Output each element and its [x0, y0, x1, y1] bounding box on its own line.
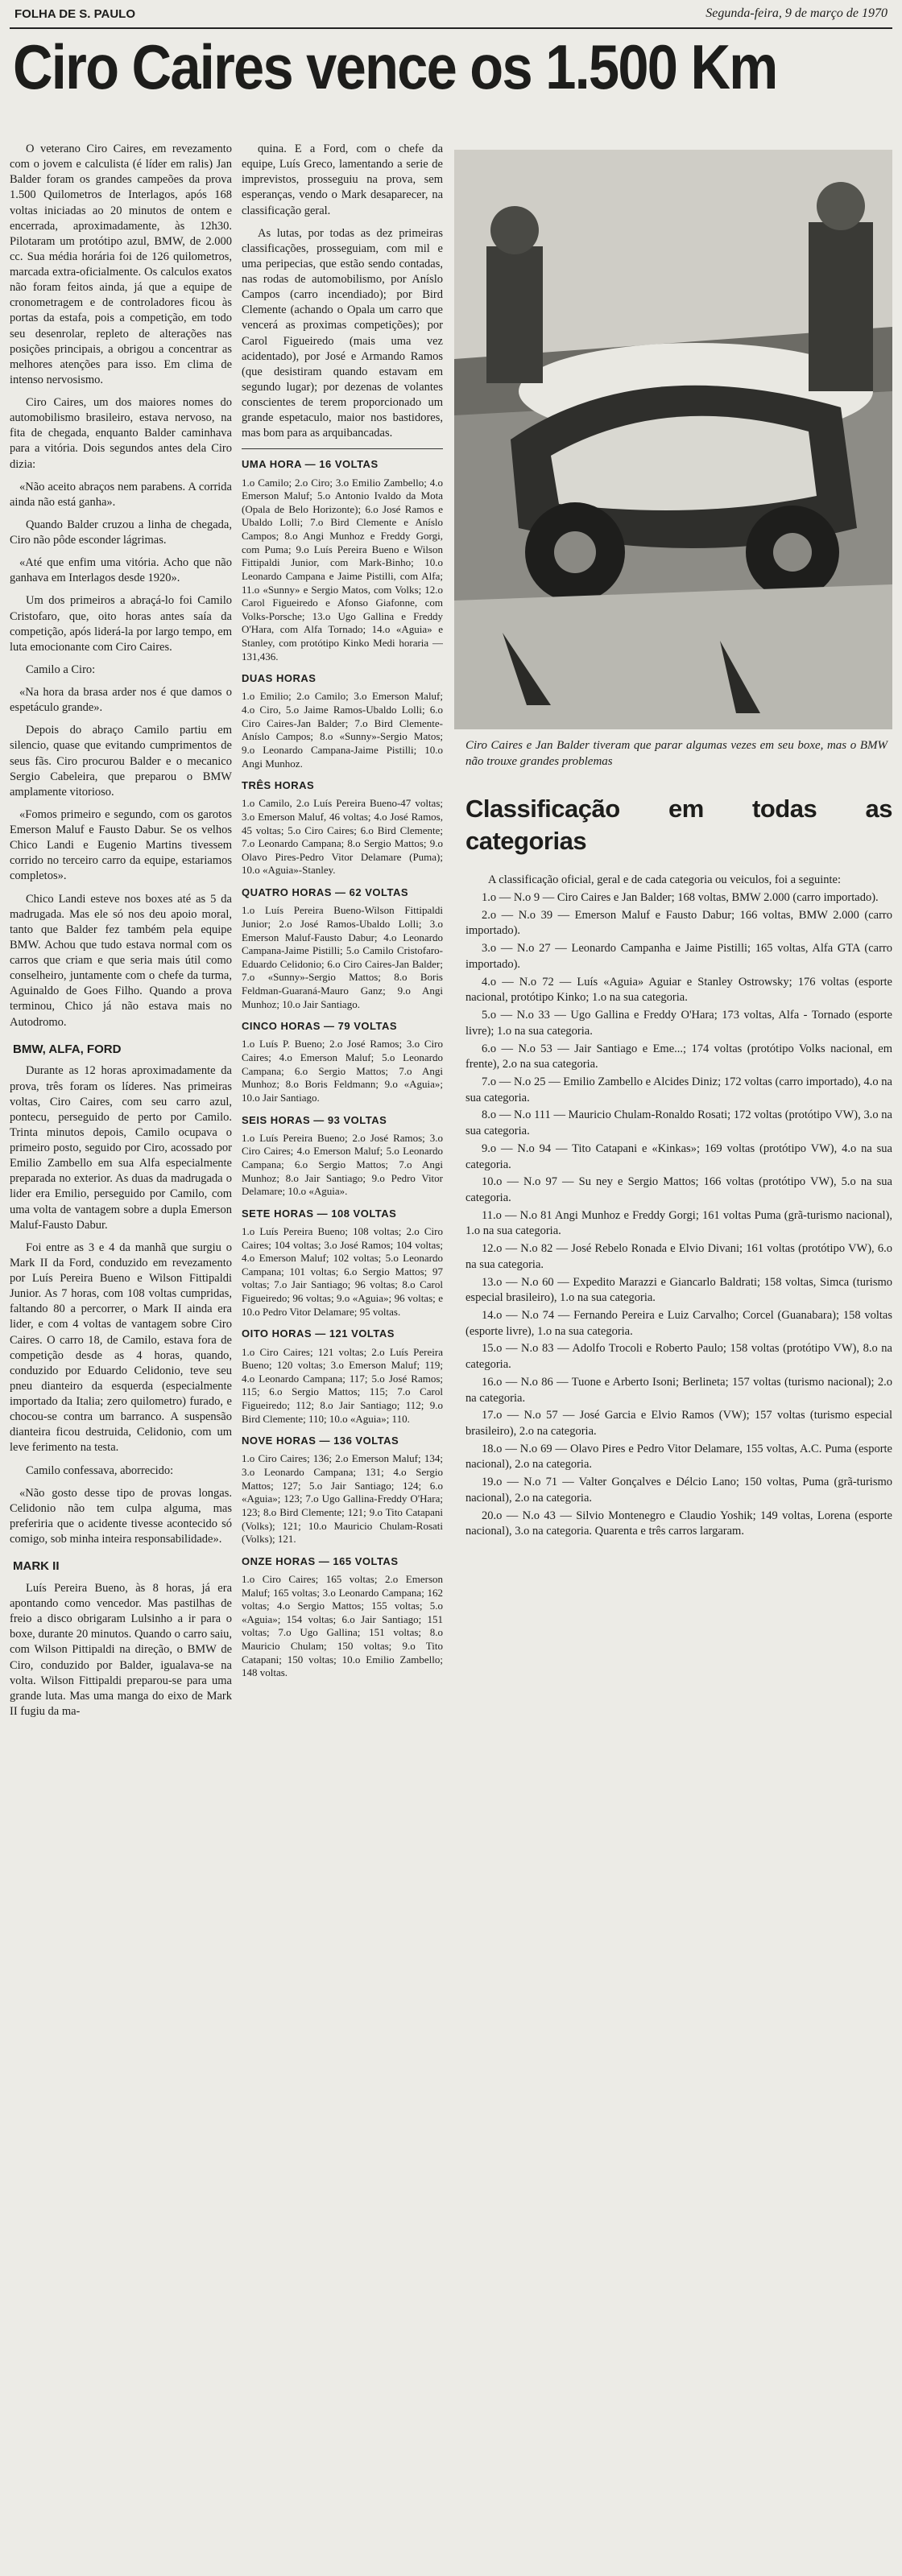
- standings-heading: SEIS HORAS — 93 VOLTAS: [242, 1113, 387, 1126]
- classification-entry: 18.o — N.o 69 — Olavo Pires e Pedro Vitor Delamare, 155 voltas, A.C. Puma (esporte nacional), 2.o na categoria.: [465, 1442, 892, 1472]
- quote: «Não aceito abraços nem parabens. A corrida ainda não está ganha».: [10, 480, 232, 509]
- column-1: [10, 142, 232, 2568]
- headline: Ciro Caires vence os 1.500 Km: [13, 31, 777, 102]
- paragraph: Um dos primeiros a abraçá-lo foi Camilo Cristofaro, que, oito horas antes saía da competição, após liderá-la por largo tempo, em luta emocionante com Ciro Caires.: [10, 594, 232, 654]
- quote: «Não gosto desse tipo de provas longas. Celidonio não tem culpa alguma, mas preferiria que o acidente tivesse acontecido só comigo, sob minha inteira responsabilidade».: [10, 1486, 232, 1546]
- standings-heading: TRÊS HORAS: [242, 779, 315, 792]
- paragraph: Camilo confessava, aborrecido:: [26, 1463, 174, 1477]
- classification-entry: 5.o — N.o 33 — Ugo Gallina e Freddy O'Hara; 173 voltas, Alfa - Tornado (esporte livre); 1.o na sua categoria.: [465, 1009, 892, 1038]
- paragraph: Camilo a Ciro:: [26, 663, 96, 676]
- subheading-mark-ii: MARK II: [13, 1559, 60, 1574]
- quote: «Até que enfim uma vitória. Acho que não ganhava em Interlagos desde 1920».: [10, 556, 232, 585]
- photo-caption: Ciro Caires e Jan Balder tiveram que parar algumas vezes em seu boxe, mas o BMW não trouxe grandes problemas: [465, 739, 888, 769]
- quote: «Na hora da brasa arder nos é que damos o espetáculo grande».: [10, 686, 232, 715]
- standings-heading: UMA HORA — 16 VOLTAS: [242, 458, 379, 471]
- paragraph: Quando Balder cruzou a linha de chegada, Ciro não pôde esconder lágrimas.: [10, 518, 232, 547]
- classification-entry: 11.o — N.o 81 Angi Munhoz e Freddy Gorgi; 161 voltas Puma (grã-turismo nacional), 1.o na sua categoria.: [465, 1208, 892, 1238]
- standings-heading: NOVE HORAS — 136 VOLTAS: [242, 1435, 399, 1447]
- race-photo: [454, 150, 892, 729]
- standings-text: 1.o Luís Pereira Bueno; 2.o José Ramos; 3.o Ciro Caires; 4.o Emerson Maluf; 5.o Leonardo Campana; 6.o Sergio Mattos; 7.o Angi Munhoz; 8.o Jair Santiago; 9.o Pedro Vitor Delamare; 10.o «Aguia».: [242, 1131, 443, 1198]
- subheading-bmw-alfa-ford: BMW, ALFA, FORD: [13, 1042, 122, 1056]
- classification-entry: 2.o — N.o 39 — Emerson Maluf e Fausto Dabur; 166 voltas, BMW 2.000 (carro importado).: [465, 908, 892, 938]
- classification-entry: 19.o — N.o 71 — Valter Gonçalves e Délcio Lano; 150 voltas, Puma (grã-turismo nacional), 2.o na categoria.: [465, 1476, 892, 1505]
- standings-text: 1.o Ciro Caires; 121 voltas; 2.o Luís Pereira Bueno; 120 voltas; 3.o Emerson Maluf; 119; 4.o Leonardo Campana; 117; 5.o José Ramos; 115; 6.o Sergio Mattos; 115; 7.o Carol Figueiredo; 112; 8.o Jair Santiago; 112; 9.o Bird Clemente; 110; 10.o «Aguia»; 110.: [242, 1345, 443, 1425]
- standings-heading: SETE HORAS — 108 VOLTAS: [242, 1207, 397, 1220]
- paragraph: O veterano Ciro Caires, em revezamento com o jovem e calculista (é líder em ralis) Jan Balder foram os grandes campeões da prova 1.500 Quilometros de Interlagos, após 168 voltas iniciadas ao 20 minutos de ontem e encerrada, aproximadamente, às 12h30. Pilotaram um protótipo azul, BMW, de 2.000 cc. Sua média horária foi de 126 quilometros, marcada extra-oficialmente. Os calculos exatos não foram feitos ainda, já que a equipe de cronometragem e de controladores ficou às portas da estafa, pois a competição, em todo seu desenrolar, repleto de alterações nas posições principais, a obrigou a concentrar as melhores atenções para isso. Em clima de intenso nervosismo.: [10, 142, 232, 386]
- standings-text: 1.o Luís P. Bueno; 2.o José Ramos; 3.o Ciro Caires; 4.o Emerson Maluf; 5.o Leonardo Campana; 6.o Sergio Mattos; 7.o Angi Munhoz; 8.o Boris Feldmann; 9.o «Aguia»; 10.o Jair Santiago.: [242, 1038, 443, 1104]
- standings-heading: CINCO HORAS — 79 VOLTAS: [242, 1020, 398, 1033]
- standings-heading: OITO HORAS — 121 VOLTAS: [242, 1327, 395, 1340]
- classification-entry: 13.o — N.o 60 — Expedito Marazzi e Giancarlo Baldrati; 158 voltas, Simca (turismo especial brasileiro), 1.o na sua categoria.: [465, 1275, 892, 1305]
- paragraph: Chico Landi esteve nos boxes até as 5 da madrugada. Mas ele só nos deu apoio moral, tanto que Balder fez também pela equipe BMW. Achou que tudo estava normal com os carros que criam e que seria mais útil como conselheiro, juntamente com o chefe da turma, Aguinaldo de Goes Filho. Quando a prova terminou, Chico já não estava mais no Autodromo.: [10, 892, 232, 1029]
- masthead: [10, 0, 892, 29]
- paragraph: Luís Pereira Bueno, às 8 horas, já era apontando como vencedor. Mas pastilhas de freio a disco obrigaram Lulsinho a ir para o boxe, durante 20 minutos. Quando o carro saiu, com Wilson Pittipaldi na direção, o BMW de Ciro, conduzido por Balder, igualava-se na volta. Wilson Fittipaldi preparou-se para uma grande luta. Mas uma manga do eixo de Mark II fugiu da ma-: [10, 1581, 232, 1718]
- standings-heading: QUATRO HORAS — 62 VOLTAS: [242, 886, 409, 899]
- standings-text: 1.o Emilio; 2.o Camilo; 3.o Emerson Maluf; 4.o Ciro, 5.o Jaime Ramos-Ubaldo Lolli; 6.o Ciro Caires-Jan Balder; 7.o Bird Clemente-Aníslo Campos; 8.o «Sunny»-Sergio Matos; 9.o Leonardo Campana-Jaime Pistilli; 10.o Angi Munhoz.: [242, 690, 443, 770]
- classification-entry: 1.o — N.o 9 — Ciro Caires e Jan Balder; 168 voltas, BMW 2.000 (carro importado).: [482, 891, 879, 905]
- standings-text: 1.o Camilo, 2.o Luís Pereira Bueno-47 voltas; 3.o Emerson Maluf, 46 voltas; 4.o José Ramos, 45 voltas; 5.o Ciro Caires; 6.o Bird Clemente; 7.o Leonardo Campana; 8.o Sergio Mattos; 9.o Olavo Pires-Pedro Vitor Delamare (Puma); 10.o «Aguia»-Stanley.: [242, 797, 443, 877]
- quote: «Fomos primeiro e segundo, com os garotos Emerson Maluf e Fausto Dabur. Se os velhos Chico Landi e Eugenio Martins tivessem corrido no terceiro carro da equipe, estariamos completos».: [10, 807, 232, 883]
- classification-entry: 20.o — N.o 43 — Silvio Montenegro e Claudio Yoshik; 149 voltas, Lorena (esporte nacional), 3.o na categoria. Quarenta e três carros largaram.: [465, 1509, 892, 1538]
- classification-title: Classificação em todas as categorias: [465, 794, 892, 856]
- standings-text: 1.o Ciro Caires; 136; 2.o Emerson Maluf; 134; 3.o Leonardo Campana; 131; 4.o Sergio Mattos; 127; 5.o Jair Santiago; 124; 6.o «Aguia»; 123; 7.o Ugo Gallina-Freddy O'Hara; 123; 8.o Bird Clemente; 121; 9.o Tito Catapani (Volks); 121; 10.o Mauricio Chulam-Rosati (Volks); 121.: [242, 1452, 443, 1546]
- classification-entry: 9.o — N.o 94 — Tito Catapani e «Kinkas»; 169 voltas (protótipo VW), 4.o na sua categoria.: [465, 1141, 892, 1171]
- hourly-standings: [242, 457, 443, 1680]
- newspaper-name: FOLHA DE S. PAULO: [14, 6, 135, 21]
- classification-entry: 6.o — N.o 53 — Jair Santiago e Eme...; 174 voltas (protótipo Volks nacional, em frente), 2.o na sua categoria.: [465, 1042, 892, 1071]
- standings-text: 1.o Luís Pereira Bueno; 108 voltas; 2.o Ciro Caires; 104 voltas; 3.o José Ramos; 104 voltas; 4.o Emerson Maluf; 102 voltas; 5.o Leonardo Campana; 101 voltas; 6.o Sergio Mattos; 97 voltas; 7.o Jair Santiago; 96 voltas; 8.o Carol Figueiredo; 96 voltas; 9.o «Aguia»; 96 voltas; e 10.o Pedro Vitor Delamare; 95 voltas.: [242, 1224, 443, 1318]
- paragraph: Depois do abraço Camilo partiu em silencio, quase que evitando cumprimentos de seus fãs. Ciro procurou Balder e o mecanico Sergio Cabeleira, que preparou o BMW amplamente vitorioso.: [10, 724, 232, 799]
- column-2: [242, 142, 443, 2568]
- classification-entry: 17.o — N.o 57 — José Garcia e Elvio Ramos (VW); 157 voltas (turismo especial brasileiro), 2.o na categoria.: [465, 1409, 892, 1439]
- classification-entry: 16.o — N.o 86 — Tuone e Arberto Isoni; Berlineta; 157 voltas (turismo nacional); 2.o na categoria.: [465, 1375, 892, 1405]
- paragraph: Foi entre as 3 e 4 da manhã que surgiu o Mark II da Ford, conduzido em revezamento por Luís Pereira Bueno e Wilson Fittipaldi Junior. As 7 horas, com 108 voltas cumpridas, faltando 80 a percorrer, o Mark II ainda era lider, e com 4 voltas de vantagem sobre Ciro Caires. O carro 18, de Camilo, estava fora de competição desde as 4 horas, quando, conduzido por Eduardo Celidonio, teve seu pneu dianteiro da esquerda (especialmente importado da Italia; zero quilometro) furado, e chocou-se contra um barranco. A suspensão dianteira ficou destruida, Celidonio, com um leve ferimento na testa.: [10, 1241, 232, 1455]
- standings-text: 1.o Camilo; 2.o Ciro; 3.o Emilio Zambello; 4.o Emerson Maluf; 5.o Antonio Ivaldo da Mota (Opala de Belo Horizonte); 6.o José Ramos e Ubaldo Lolli; 7.o Bird Clemente e Aníslo Campos; 8.o Angi Munhoz e Freddy Gorgi, com Puma; 9.o Luís Pereira Bueno e Wilson Fittipaldi Junior, com Mark-Binho; 10.o Leonardo Campana e Jaime Pistilli, com Alfa; 11.o «Sunny» e Sergio Matos, com Volks; 12.o Carol Figueiredo e Afonso Giafonne, com Volks-Porsche; 13.o Ugo Gallina e Freddy O'Hara, com Alfa Tornado; 14.o «Aguia» e Stanley, com protótipo Kinko Medi horaria — 131,436.: [242, 476, 443, 663]
- classification-entry: 14.o — N.o 74 — Fernando Pereira e Luiz Carvalho; Corcel (Guanabara); 158 voltas (esporte livre), 1.o na sua categoria.: [465, 1309, 892, 1338]
- standings-text: 1.o Luís Pereira Bueno-Wilson Fittipaldi Junior; 2.o José Ramos-Ubaldo Lolli; 3.o Emerson Maluf-Fausto Dabur; 4.o Leonardo Campana-Jaime Pistilli; 5.o Camilo Cristofaro-Eduardo Celidonio; 6.o Ciro Caires-Jan Balder; 7.o «Sunny»-Sergio Mattos; 8.o Boris Feldman-Guaraná-Mauro Ganz; 9.o Angi Munhoz; 10.o Jair Santiago.: [242, 904, 443, 1010]
- classification-list: [454, 873, 892, 1540]
- divider: [242, 448, 443, 449]
- classification-intro: A classificação oficial, geral e de cada categoria ou veiculos, foi a seguinte:: [488, 873, 842, 887]
- classification-entry: 7.o — N.o 25 — Emilio Zambello e Alcides Diniz; 172 voltas (carro importado), 4.o na sua categoria.: [465, 1075, 892, 1104]
- race-car-photo-illustration: [454, 150, 892, 729]
- classification-entry: 3.o — N.o 27 — Leonardo Campanha e Jaime Pistilli; 165 voltas, Alfa GTA (carro importado).: [465, 942, 892, 971]
- classification-entry: 10.o — N.o 97 — Su ney e Sergio Mattos; 166 voltas (protótipo VW), 5.o na sua categoria.: [465, 1175, 892, 1204]
- paragraph: As lutas, por todas as dez primeiras classificações, prosseguiam, com mil e uma peripecias, que estão sendo contadas, nas rodas de automobilismo, por Aníslo Campos (carro incendiado); por Bird Clemente (achando o Opala um carro que vencerá as proximas competições); por Carol Figueiredo (mais uma vez acidentado), por José e Armando Ramos (que desistiram quando estavam em segundo lugar); por dezenas de volantes conscientes de terem proporcionado um grande espetaculo, maior nos bastidores, mas bom para as arquibancadas.: [242, 226, 443, 440]
- article-columns: [10, 142, 892, 2568]
- standings-heading: ONZE HORAS — 165 VOLTAS: [242, 1554, 399, 1567]
- paragraph: Ciro Caires, um dos maiores nomes do automobilismo brasileiro, estava nervoso, na fita de chegada, enquanto Balder caminhava para a vitória. Dois segundos antes dela Ciro dizia:: [10, 396, 232, 471]
- column-3: [454, 142, 892, 2568]
- classification-entry: 15.o — N.o 83 — Adolfo Trocoli e Roberto Paulo; 158 voltas (protótipo VW), 8.o na categoria.: [465, 1342, 892, 1372]
- classification-entry: 4.o — N.o 72 — Luís «Aguia» Aguiar e Stanley Ostrowsky; 176 voltas (esporte nacional, protótipo Kinko; 1.o na sua categoria.: [465, 975, 892, 1005]
- standings-text: 1.o Ciro Caires; 165 voltas; 2.o Emerson Maluf; 165 voltas; 3.o Leonardo Campana; 162 voltas; 4.o Sergio Mattos; 155 voltas; 5.o «Aguia»; 154 voltas; 6.o Jair Santiago; 151 voltas; 7.o Ugo Gallina; 151 voltas; 8.o Mauricio Chulam; 150 voltas; 9.o Tito Catapani; 150 voltas; 10.o Emilio Zambello; 148 voltas.: [242, 1572, 443, 1679]
- paragraph: quina. E a Ford, com o chefe da equipe, Luís Greco, lamentando a serie de imprevistos, prosseguiu na prova, sem esperanças, vendo o Mark desaparecer, na classificação geral.: [242, 142, 443, 217]
- standings-heading: DUAS HORAS: [242, 672, 317, 685]
- issue-date: Segunda-feira, 9 de março de 1970: [705, 6, 888, 20]
- classification-entry: 12.o — N.o 82 — José Rebelo Ronada e Elvio Divani; 161 voltas (protótipo VW), 6.o na sua categoria.: [465, 1242, 892, 1271]
- paragraph: Durante as 12 horas aproximadamente da prova, três foram os líderes. Nas primeiras voltas, Ciro Caires, com seu carro azul, pontecu, perseguido de perto por Camilo. Trinta minutos depois, Camilo ocupava o primeiro posto, seguido por Ciro, acossado por Emilio Zambello em sua Alfa especialmente preparada no exterior. As duas da madrugada o lider era Emilio, perseguido por Camilo, com uma volta de vantagem sobre a dupla Emerson Maluf-Fausto Dabur.: [10, 1064, 232, 1232]
- classification-entry: 8.o — N.o 111 — Mauricio Chulam-Ronaldo Rosati; 172 voltas (protótipo VW), 3.o na sua categoria.: [465, 1108, 892, 1138]
